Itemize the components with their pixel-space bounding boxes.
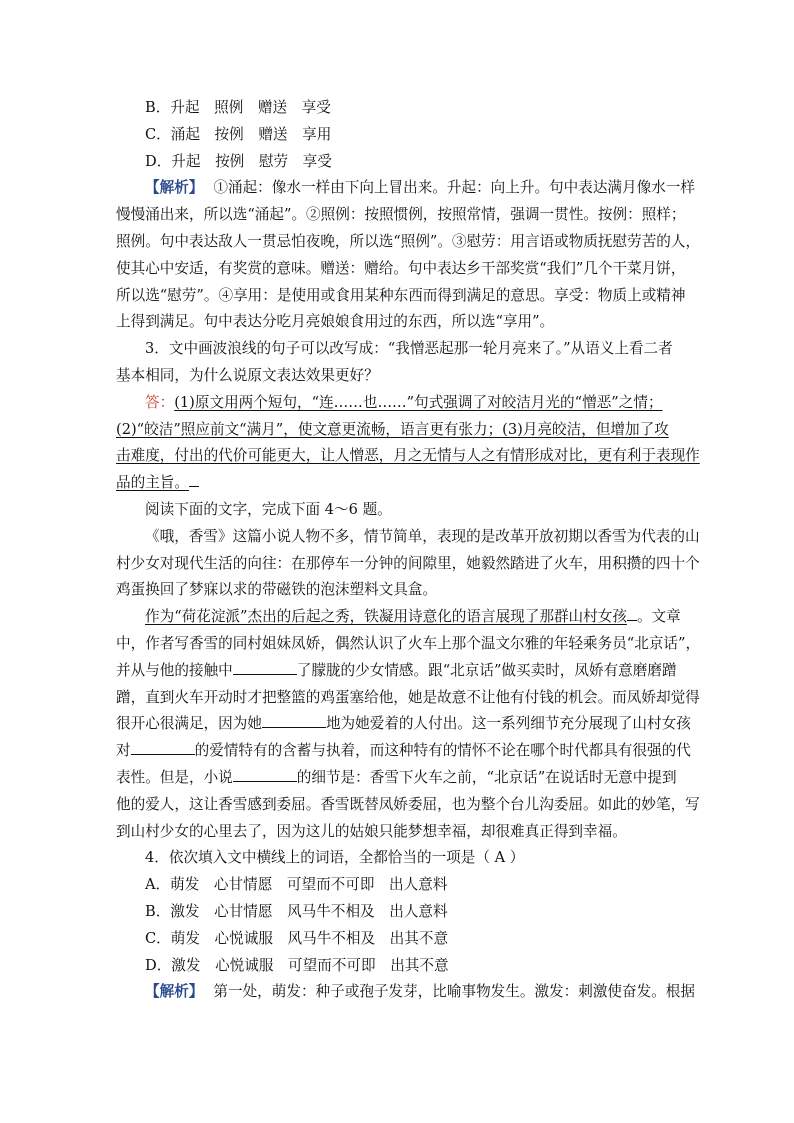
passage-text bbox=[116, 711, 691, 738]
passage-text-seg: 的爱情特有的含蓄与执着，而这种特有的情怀不论在哪个时代都具有很强的代 bbox=[194, 742, 691, 760]
analysis-text: 所以选“慰劳”。④享用：是使用或食用某种东西而得到满足的意思。享受：物质上或精神 bbox=[116, 286, 686, 304]
passage-text: 鸡蛋换回了梦寐以求的带磁铁的泡沫塑料文具盒。 bbox=[116, 581, 438, 599]
analysis-text: 慢慢涌出来，所以选“涌起”。②照例：按照惯例，按照常情，强调一贯性。按例：照样； bbox=[116, 206, 686, 224]
answer-text: (2)“皎洁”照应前文“满月”，使文意更流畅，语言更有张力；(3)月亮皎洁，但增加了攻 bbox=[116, 420, 669, 438]
passage-text bbox=[116, 765, 680, 792]
passage-text bbox=[116, 658, 680, 685]
passage-text-seg: 地为她爱着的人付出。这一系列细节充分展现了山村女孩 bbox=[325, 715, 691, 733]
passage-text-seg: 对 bbox=[116, 742, 131, 760]
option-c: C．涌起 按例 赠送 享用 bbox=[145, 125, 332, 143]
underlined-sentence: 作为“荷花淀派”杰出的后起之秀，铁凝用诗意化的语言展现了那群山村女孩 bbox=[145, 608, 627, 626]
analysis-text: 第一处，萌发：种子或孢子发芽，比喻事物发生。激发：刺激使奋发。根据 bbox=[213, 983, 695, 1001]
fill-blank bbox=[627, 606, 637, 621]
option-b: B．激发 心甘情愿 风马牛不相及 出人意料 bbox=[145, 902, 448, 920]
fill-blank bbox=[233, 767, 297, 782]
fill-blank bbox=[233, 660, 297, 675]
analysis-text: 照例。句中表达敌人一贯忌怕夜晚，所以选“照例”。③慰劳：用言语或物质抚慰劳苦的人， bbox=[116, 232, 701, 250]
analysis-block-line bbox=[116, 175, 695, 202]
answer-label: 答： bbox=[145, 393, 175, 411]
analysis-tag: 【解析】 bbox=[145, 983, 204, 1001]
passage-text bbox=[116, 604, 680, 631]
analysis-text: 使其心中安适，有奖赏的意味。赠送：赠给。句中表达乡干部奖赏“我们”几个干菜月饼， bbox=[116, 259, 686, 277]
question-3-cont: 基本相同，为什么说原文表达效果更好？ bbox=[116, 366, 379, 384]
fill-blank bbox=[262, 713, 326, 728]
passage-text-seg: 表性。但是，小说 bbox=[116, 768, 233, 786]
answer-line-end bbox=[116, 470, 680, 497]
passage-text bbox=[116, 738, 691, 765]
analysis-tag: 【解析】 bbox=[145, 179, 204, 197]
passage-text: 他的爱人，这让香雪感到委屈。香雪既替凤娇委屈，也为整个台儿沟委屈。如此的妙笔，写 bbox=[116, 795, 700, 813]
option-b: B．升起 照例 赠送 享受 bbox=[145, 99, 331, 116]
analysis-text: 上得到满足。句中表达分吃月亮娘娘食用过的东西，所以选“享用”。 bbox=[116, 313, 555, 331]
fill-blank bbox=[131, 740, 195, 755]
passage-text: 村少女对现代生活的向往：在那停车一分钟的间隙里，她毅然踏进了火车，用积攒的四十个 bbox=[116, 554, 700, 572]
analysis-text: ①涌起：像水一样由下向上冒出来。升起：向上升。句中表达满月像水一样 bbox=[213, 179, 695, 197]
option-d: D．升起 按例 慰劳 享受 bbox=[145, 152, 332, 170]
passage-text-seg: 了朦胧的少女情感。跟“北京话”做买卖时，凤娇有意磨磨蹭 bbox=[296, 661, 677, 679]
option-a: A．萌发 心甘情愿 可望而不可即 出人意料 bbox=[145, 876, 448, 894]
answer-text: 品的主旨。 bbox=[116, 474, 189, 492]
answer-line bbox=[116, 390, 680, 417]
passage-text: 蹭，直到火车开动时才把整篮的鸡蛋塞给他，她是故意不让他有付钱的机会。而凤娇却觉得 bbox=[116, 688, 700, 706]
passage-text-seg: 的细节是：香雪下火车之前，“北京话”在说话时无意中提到 bbox=[296, 768, 677, 786]
passage-intro: 阅读下面的文字，完成下面 4～6 题。 bbox=[145, 500, 392, 518]
passage-text: 《哦，香雪》这篇小说人物不多，情节简单，表现的是改革开放初期以香雪为代表的山 bbox=[145, 527, 700, 545]
passage-text-seg: 。文章 bbox=[636, 608, 681, 626]
passage-text-seg: 并从与他的接触中 bbox=[116, 661, 233, 679]
analysis-block-line bbox=[116, 979, 695, 1006]
question-4: 4．依次填入文中横线上的词语，全都恰当的一项是（ A ） bbox=[145, 849, 525, 867]
passage-text: 到山村少女的心里去了，因为这儿的姑娘只能梦想幸福，却很难真正得到幸福。 bbox=[116, 822, 627, 840]
answer-text: 击难度，付出的代价可能更大，让人憎恶，月之无情与人之有情形成对比，更有利于表现作 bbox=[116, 447, 700, 465]
answer-underline-tail bbox=[189, 472, 199, 487]
option-c: C．萌发 心悦诚服 风马牛不相及 出其不意 bbox=[145, 929, 449, 947]
option-d: D．激发 心悦诚服 可望而不可即 出其不意 bbox=[145, 956, 449, 974]
passage-text: 中，作者写香雪的同村姐妹凤娇，偶然认识了火车上那个温文尔雅的年轻乘务员“北京话”， bbox=[116, 634, 701, 652]
answer-text: (1)原文用两个短句，“连……也……”句式强调了对皎洁月光的“憎恶”之情； bbox=[174, 393, 663, 411]
page-content bbox=[116, 95, 701, 1006]
question-3: 3．文中画波浪线的句子可以改写成：“我憎恶起那一轮月亮来了。”从语义上看二者 bbox=[145, 340, 673, 358]
passage-text-seg: 很开心很满足，因为她 bbox=[116, 715, 262, 733]
